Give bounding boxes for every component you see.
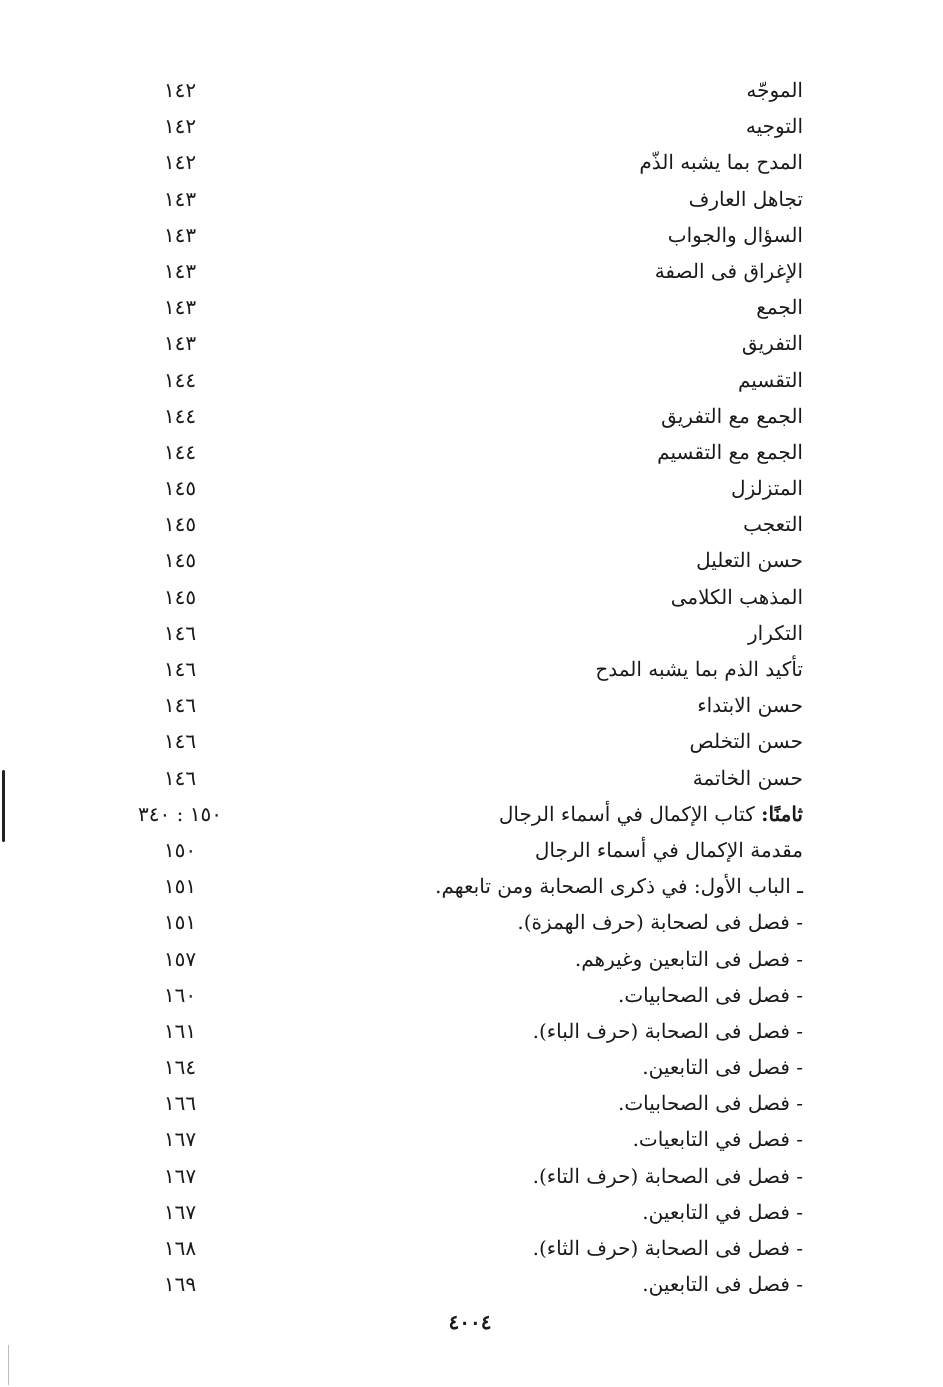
toc-entry-title-text: السؤال والجواب (667, 222, 803, 247)
toc-entry-page: ١٤٦ (163, 693, 197, 718)
toc-entry-title-text: - فصل فى الصحابة (حرف التاء). (532, 1163, 803, 1188)
toc-entry (0, 506, 943, 542)
toc-entry-title-text: حسن التخلص (689, 729, 803, 754)
toc-entry (0, 1049, 943, 1085)
toc-entry (0, 832, 943, 868)
toc-entry-page: ١٤٣ (163, 258, 197, 283)
toc-entry (0, 977, 943, 1013)
toc-entry-page: ١٤٤ (163, 367, 197, 392)
toc-entry-title-text: - فصل فى الصحابة (حرف الثاء). (532, 1236, 803, 1260)
toc-entry-page: ١٦٧ (163, 1163, 197, 1188)
toc-entry (0, 1194, 943, 1230)
toc-entry-title-text: - فصل في التابعيات. (632, 1127, 803, 1152)
toc-entry-title-text: - فصل فى الصحابيات. (618, 1091, 803, 1116)
toc-entry-page: ١٦١ (163, 1018, 197, 1043)
toc-entry-title-text: الجمع مع التقسيم (657, 439, 803, 464)
toc-entry-page: ١٤٣ (163, 222, 197, 247)
toc-entry-title (642, 1266, 803, 1302)
toc-entry-title (595, 651, 803, 687)
toc-entry-title (575, 941, 803, 977)
binding-mark-faint (8, 1345, 9, 1385)
toc-entry-page: ١٤٥ (163, 548, 197, 573)
toc-entry-title (657, 434, 803, 470)
toc-entry-title (689, 723, 803, 759)
toc-entry-title (697, 687, 803, 723)
toc-entry (0, 289, 943, 325)
toc-entry-title (661, 398, 803, 434)
toc-entry-title-text: الجمع (756, 295, 803, 320)
toc-entry-title-text: المدح بما يشبه الذّم (639, 150, 803, 175)
toc-entry (0, 325, 943, 361)
toc-entry-title-text: الإغراق فى الصفة (654, 258, 803, 283)
toc-entry (0, 181, 943, 217)
toc-entry-title (746, 108, 803, 144)
toc-entry (0, 687, 943, 723)
toc-entry-title-text: الجمع مع التفريق (661, 403, 803, 428)
toc-entry-page: ١٥٠ : ٣٤٠ (138, 801, 222, 826)
toc-entry-title (742, 325, 803, 361)
toc-entry-title-text: حسن التعليل (696, 548, 803, 573)
toc-entry (0, 1266, 943, 1302)
toc-entry (0, 868, 943, 904)
toc-entry-page: ١٥١ (163, 910, 197, 935)
toc-entry-title (748, 615, 803, 651)
toc-entry-title-text: التعجب (743, 512, 803, 537)
toc-entry (0, 1158, 943, 1194)
toc-entry-page: ١٤٤ (163, 403, 197, 428)
toc-entry-page: ١٤٢ (163, 150, 197, 175)
toc-entry-title-text: - فصل فى التابعين. (642, 1055, 803, 1080)
toc-entry (0, 144, 943, 180)
toc-entry-title-text: ـ الباب الأول: في ذكرى الصحابة ومن تابعهم. (435, 874, 803, 899)
toc-entry-page: ١٤٦ (163, 729, 197, 754)
toc-entry-title-text: تجاهل العارف (688, 186, 803, 211)
toc-entry-title (642, 1194, 803, 1230)
toc-entry-title-text: الموجّه (746, 78, 803, 102)
toc-entry-title (756, 289, 803, 325)
toc-entry-title-text: - فصل فى الصحابيات. (618, 982, 803, 1007)
toc-entry-title (533, 1158, 803, 1194)
toc-entry (0, 72, 943, 108)
toc-entry-page: ١٦٧ (163, 1199, 197, 1224)
toc-entry-title (633, 1121, 803, 1157)
toc-entry-title (668, 217, 803, 253)
toc-entry-page: ١٦٩ (163, 1272, 197, 1297)
toc-entry-title-text: تأكيد الذم بما يشبه المدح (595, 657, 803, 681)
toc-entry-title-text: التوجيه (745, 114, 803, 139)
toc-entry-title-text: - فصل في التابعين. (642, 1199, 803, 1224)
toc-entry-page: ١٦٦ (163, 1091, 197, 1116)
toc-entry-title-text: - فصل فى التابعين. (642, 1272, 803, 1297)
toc-entry-title (655, 253, 803, 289)
toc-entry-title-text: حسن الخاتمة (692, 765, 803, 790)
toc-entry-title (618, 977, 803, 1013)
page-number: ٤٠٠٤ (448, 1310, 492, 1334)
toc-entry (0, 362, 943, 398)
toc-entry-title (746, 72, 803, 108)
toc-entry-title-text: التفريق (741, 331, 803, 356)
toc-entry-title (533, 1013, 803, 1049)
toc-entry-title (642, 1049, 803, 1085)
toc-entry (0, 542, 943, 578)
toc-entry-title (499, 796, 803, 832)
toc-entry-title (618, 1085, 803, 1121)
toc-entry-title (738, 362, 803, 398)
toc-entry-page: ١٤٢ (163, 78, 197, 102)
toc-entry-title-text: التكرار (748, 620, 803, 645)
toc-entry-page: ١٤٦ (163, 620, 197, 645)
toc-entry (0, 579, 943, 615)
toc-entry (0, 1230, 943, 1266)
toc-entry-page: ١٤٤ (163, 439, 197, 464)
toc-entry-page: ١٥٠ (163, 837, 197, 862)
toc-entry (0, 796, 943, 832)
toc-entry-title (435, 868, 803, 904)
toc-entry-title (689, 181, 803, 217)
toc-entry-title-text: مقدمة الإكمال في أسماء الرجال (534, 837, 803, 862)
toc-entry-title-text: كتاب الإكمال في أسماء الرجال (498, 801, 762, 826)
toc-entry (0, 398, 943, 434)
toc-entry-page: ١٤٥ (163, 476, 197, 501)
toc-entry (0, 760, 943, 796)
toc-entry-page: ١٦٨ (163, 1236, 197, 1260)
toc-entry-title (671, 579, 803, 615)
toc-entry-title (535, 832, 803, 868)
toc-entry (0, 434, 943, 470)
toc-entry-title-text: - فصل فى الصحابة (حرف الباء). (532, 1018, 803, 1043)
toc-entry-title (696, 542, 803, 578)
toc-entry-title (639, 144, 803, 180)
toc-entry-page: ١٤٣ (163, 295, 197, 320)
toc-entry-title (731, 470, 803, 506)
toc-entry-page: ١٦٠ (163, 982, 197, 1007)
toc-entry-title-text: - فصل فى لصحابة (حرف الهمزة). (517, 910, 803, 935)
toc-entry (0, 1085, 943, 1121)
toc-entry-title-text: حسن الابتداء (697, 693, 803, 718)
toc-entry-page: ١٤٥ (163, 584, 197, 609)
toc-entry-page: ١٤٢ (163, 114, 197, 139)
toc-entry-title-text: التقسيم (738, 367, 803, 392)
toc-entry-page: ١٥٧ (163, 946, 197, 971)
toc-entry-page: ١٤٣ (163, 331, 197, 356)
toc-entry-title-text: - فصل فى التابعين وغيرهم. (574, 946, 803, 971)
toc-entry-title-bold: ثامنًا: (761, 801, 803, 826)
toc-entry-title-text: المذهب الكلامى (670, 584, 803, 609)
toc-entry-page: ١٥١ (163, 874, 197, 899)
toc-entry-page: ١٤٦ (163, 765, 197, 790)
toc-entry-page: ١٤٣ (163, 186, 197, 211)
toc-entry-page: ١٤٥ (163, 512, 197, 537)
toc-entry (0, 217, 943, 253)
toc-entry (0, 1121, 943, 1157)
toc-entry-title (533, 1230, 803, 1266)
toc-entry (0, 904, 943, 940)
toc-entry-title (517, 904, 803, 940)
toc-entry (0, 723, 943, 759)
toc-entry-page: ١٦٤ (163, 1055, 197, 1080)
toc-entry (0, 651, 943, 687)
toc-entry (0, 470, 943, 506)
toc-entry-page: ١٦٧ (163, 1127, 197, 1152)
toc-entry (0, 1013, 943, 1049)
binding-mark (2, 770, 5, 842)
toc-entry-title (743, 506, 803, 542)
table-of-contents (0, 72, 943, 1302)
toc-entry (0, 108, 943, 144)
toc-entry-title-text: المتزلزل (731, 476, 803, 501)
toc-entry-page: ١٤٦ (163, 657, 197, 681)
toc-entry-title (693, 760, 803, 796)
toc-entry (0, 615, 943, 651)
toc-entry (0, 253, 943, 289)
toc-entry (0, 941, 943, 977)
